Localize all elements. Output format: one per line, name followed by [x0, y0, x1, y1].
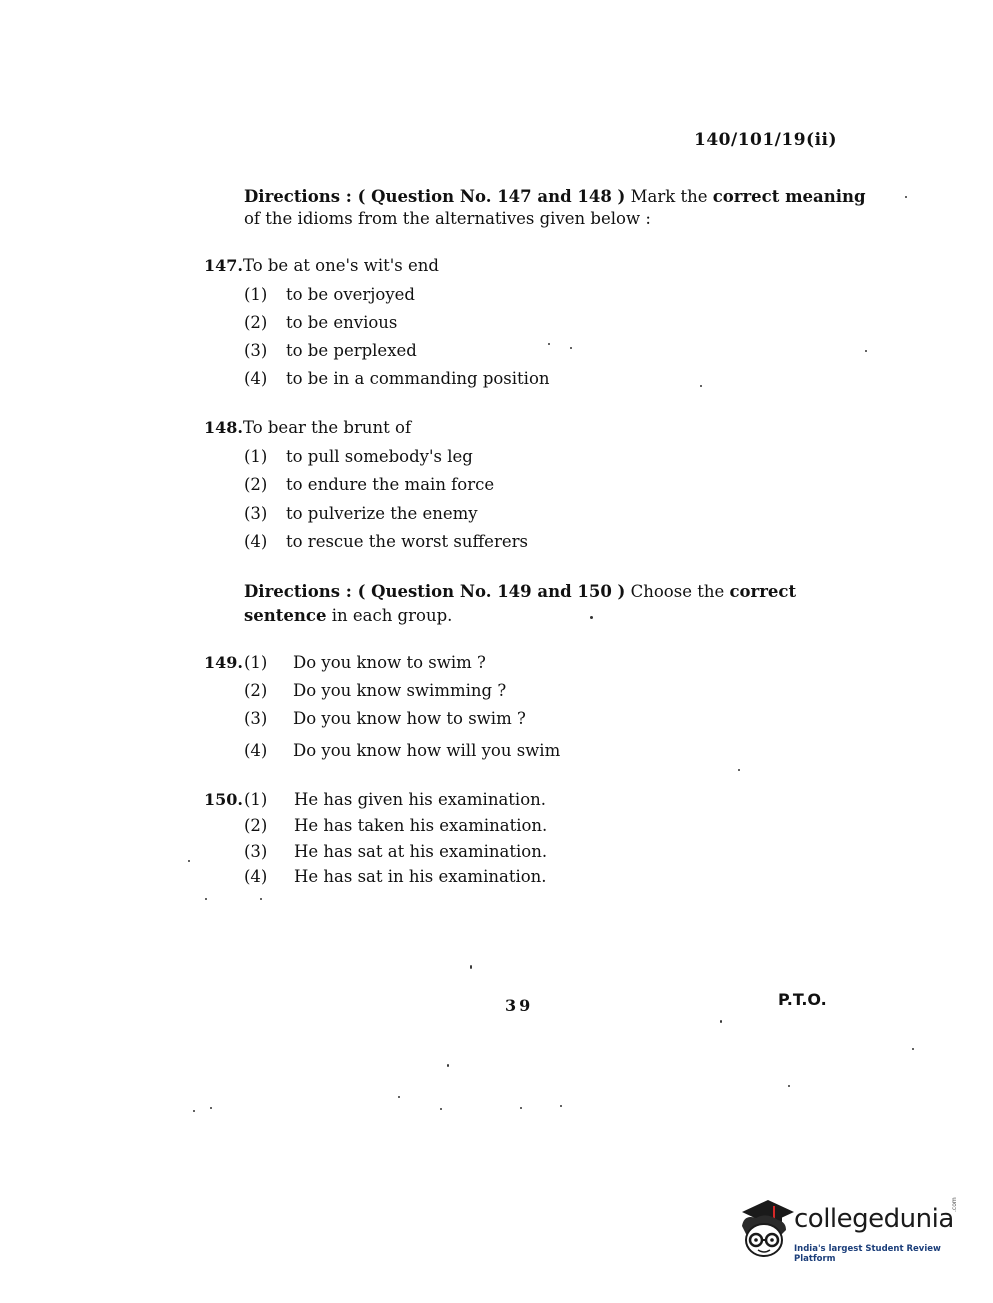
option-text: Do you know how will you swim [293, 741, 561, 760]
scan-speck [548, 343, 550, 345]
directions-line-1 [244, 580, 796, 604]
scan-speck [905, 196, 907, 198]
scan-speck [520, 1107, 522, 1109]
option-text: to be overjoyed [286, 285, 415, 304]
scan-speck [260, 898, 262, 900]
logo-domain: .com [951, 1197, 958, 1212]
scan-speck [865, 350, 867, 352]
option-149-2 [244, 681, 506, 700]
option-148-4 [244, 532, 528, 551]
option-148-2 [244, 475, 494, 494]
scan-speck [470, 965, 472, 969]
option-text: He has given his examination. [294, 790, 546, 809]
scan-speck [193, 1110, 195, 1112]
option-text: to endure the main force [286, 475, 495, 494]
option-text: to be in a commanding position [286, 369, 550, 388]
scan-speck [590, 616, 593, 619]
option-number: (2) [244, 475, 268, 494]
question-number: 150. [204, 790, 243, 809]
option-number: (3) [244, 341, 268, 360]
scan-speck [188, 860, 190, 862]
directions-emphasis: correct meaning [712, 187, 866, 206]
option-148-3 [244, 504, 478, 523]
scan-speck [205, 898, 207, 900]
option-text: Do you know how to swim ? [293, 709, 526, 728]
option-number: (1) [244, 790, 268, 809]
option-number: (3) [244, 504, 268, 523]
option-number: (3) [244, 709, 268, 728]
directions-147-148 [244, 186, 866, 230]
directions-emphasis-2: sentence [244, 606, 327, 625]
question-text: To be at one's wit's end [242, 256, 439, 275]
directions-text: Choose the [625, 582, 730, 601]
option-148-1 [244, 447, 473, 466]
question-number: 148. [204, 418, 243, 437]
question-number: 149. [204, 653, 243, 672]
mascot-icon [736, 1196, 794, 1260]
option-147-3 [244, 341, 417, 360]
directions-149-150 [244, 580, 796, 628]
option-text: He has sat in his examination. [294, 867, 547, 886]
option-number: (4) [244, 741, 268, 760]
option-150-2 [244, 816, 547, 835]
scan-speck [788, 1085, 790, 1087]
option-number: (4) [244, 532, 268, 551]
directions-text: Mark the [625, 187, 713, 206]
paper-code: 140/101/19(ii) [694, 130, 838, 150]
directions-line-2: of the idioms from the alternatives given below : [244, 209, 651, 228]
option-text: Do you know swimming ? [293, 681, 507, 700]
option-number: (2) [244, 681, 268, 700]
scan-speck [440, 1108, 442, 1110]
option-text: to rescue the worst sufferers [286, 532, 528, 551]
directions-text-2: in each group. [326, 606, 453, 625]
directions-emphasis: correct [729, 582, 797, 601]
option-text: He has sat at his examination. [294, 842, 548, 861]
scan-speck [560, 1105, 562, 1107]
option-number: (2) [244, 816, 268, 835]
option-number: (1) [244, 447, 268, 466]
scan-speck [912, 1048, 914, 1050]
option-number: (2) [244, 313, 268, 332]
question-text: To bear the brunt of [242, 418, 412, 437]
option-149-1 [244, 653, 486, 672]
option-147-4 [244, 369, 550, 388]
collegedunia-logo [736, 1196, 961, 1266]
option-number: (1) [244, 653, 268, 672]
option-147-2 [244, 313, 397, 332]
logo-tagline: India's largest Student Review Platform [794, 1244, 941, 1264]
directions-label: Directions : ( Question No. 147 and 148 ) [244, 187, 626, 206]
option-text: to pull somebody's leg [286, 447, 473, 466]
option-text: to be perplexed [286, 341, 417, 360]
pto-label: P.T.O. [778, 990, 827, 1009]
scan-speck [738, 769, 740, 771]
question-148 [204, 418, 411, 437]
scan-speck [398, 1096, 400, 1098]
option-number: (1) [244, 285, 268, 304]
question-150-number [204, 790, 243, 809]
option-number: (3) [244, 842, 268, 861]
option-text: Do you know to swim ? [293, 653, 486, 672]
question-number: 147. [204, 256, 243, 275]
option-150-1 [244, 790, 546, 809]
directions-line-2 [244, 604, 796, 628]
option-text: He has taken his examination. [294, 816, 548, 835]
option-150-4 [244, 867, 547, 886]
option-149-4 [244, 741, 560, 760]
page-number: 39 [505, 996, 534, 1015]
option-text: to be envious [286, 313, 398, 332]
scan-speck [447, 1064, 449, 1067]
logo-wordmark: collegedunia [794, 1204, 954, 1234]
option-number: (4) [244, 867, 268, 886]
directions-label: Directions : ( Question No. 149 and 150 ) [244, 582, 626, 601]
scan-speck [210, 1107, 212, 1109]
option-150-3 [244, 842, 547, 861]
question-149-number [204, 653, 243, 672]
question-147 [204, 256, 439, 275]
directions-line-1 [244, 186, 866, 208]
option-number: (4) [244, 369, 268, 388]
option-text: to pulverize the enemy [286, 504, 478, 523]
option-149-3 [244, 709, 526, 728]
scan-speck [700, 385, 702, 387]
scan-speck [570, 347, 572, 349]
scan-speck [720, 1020, 722, 1023]
option-147-1 [244, 285, 415, 304]
